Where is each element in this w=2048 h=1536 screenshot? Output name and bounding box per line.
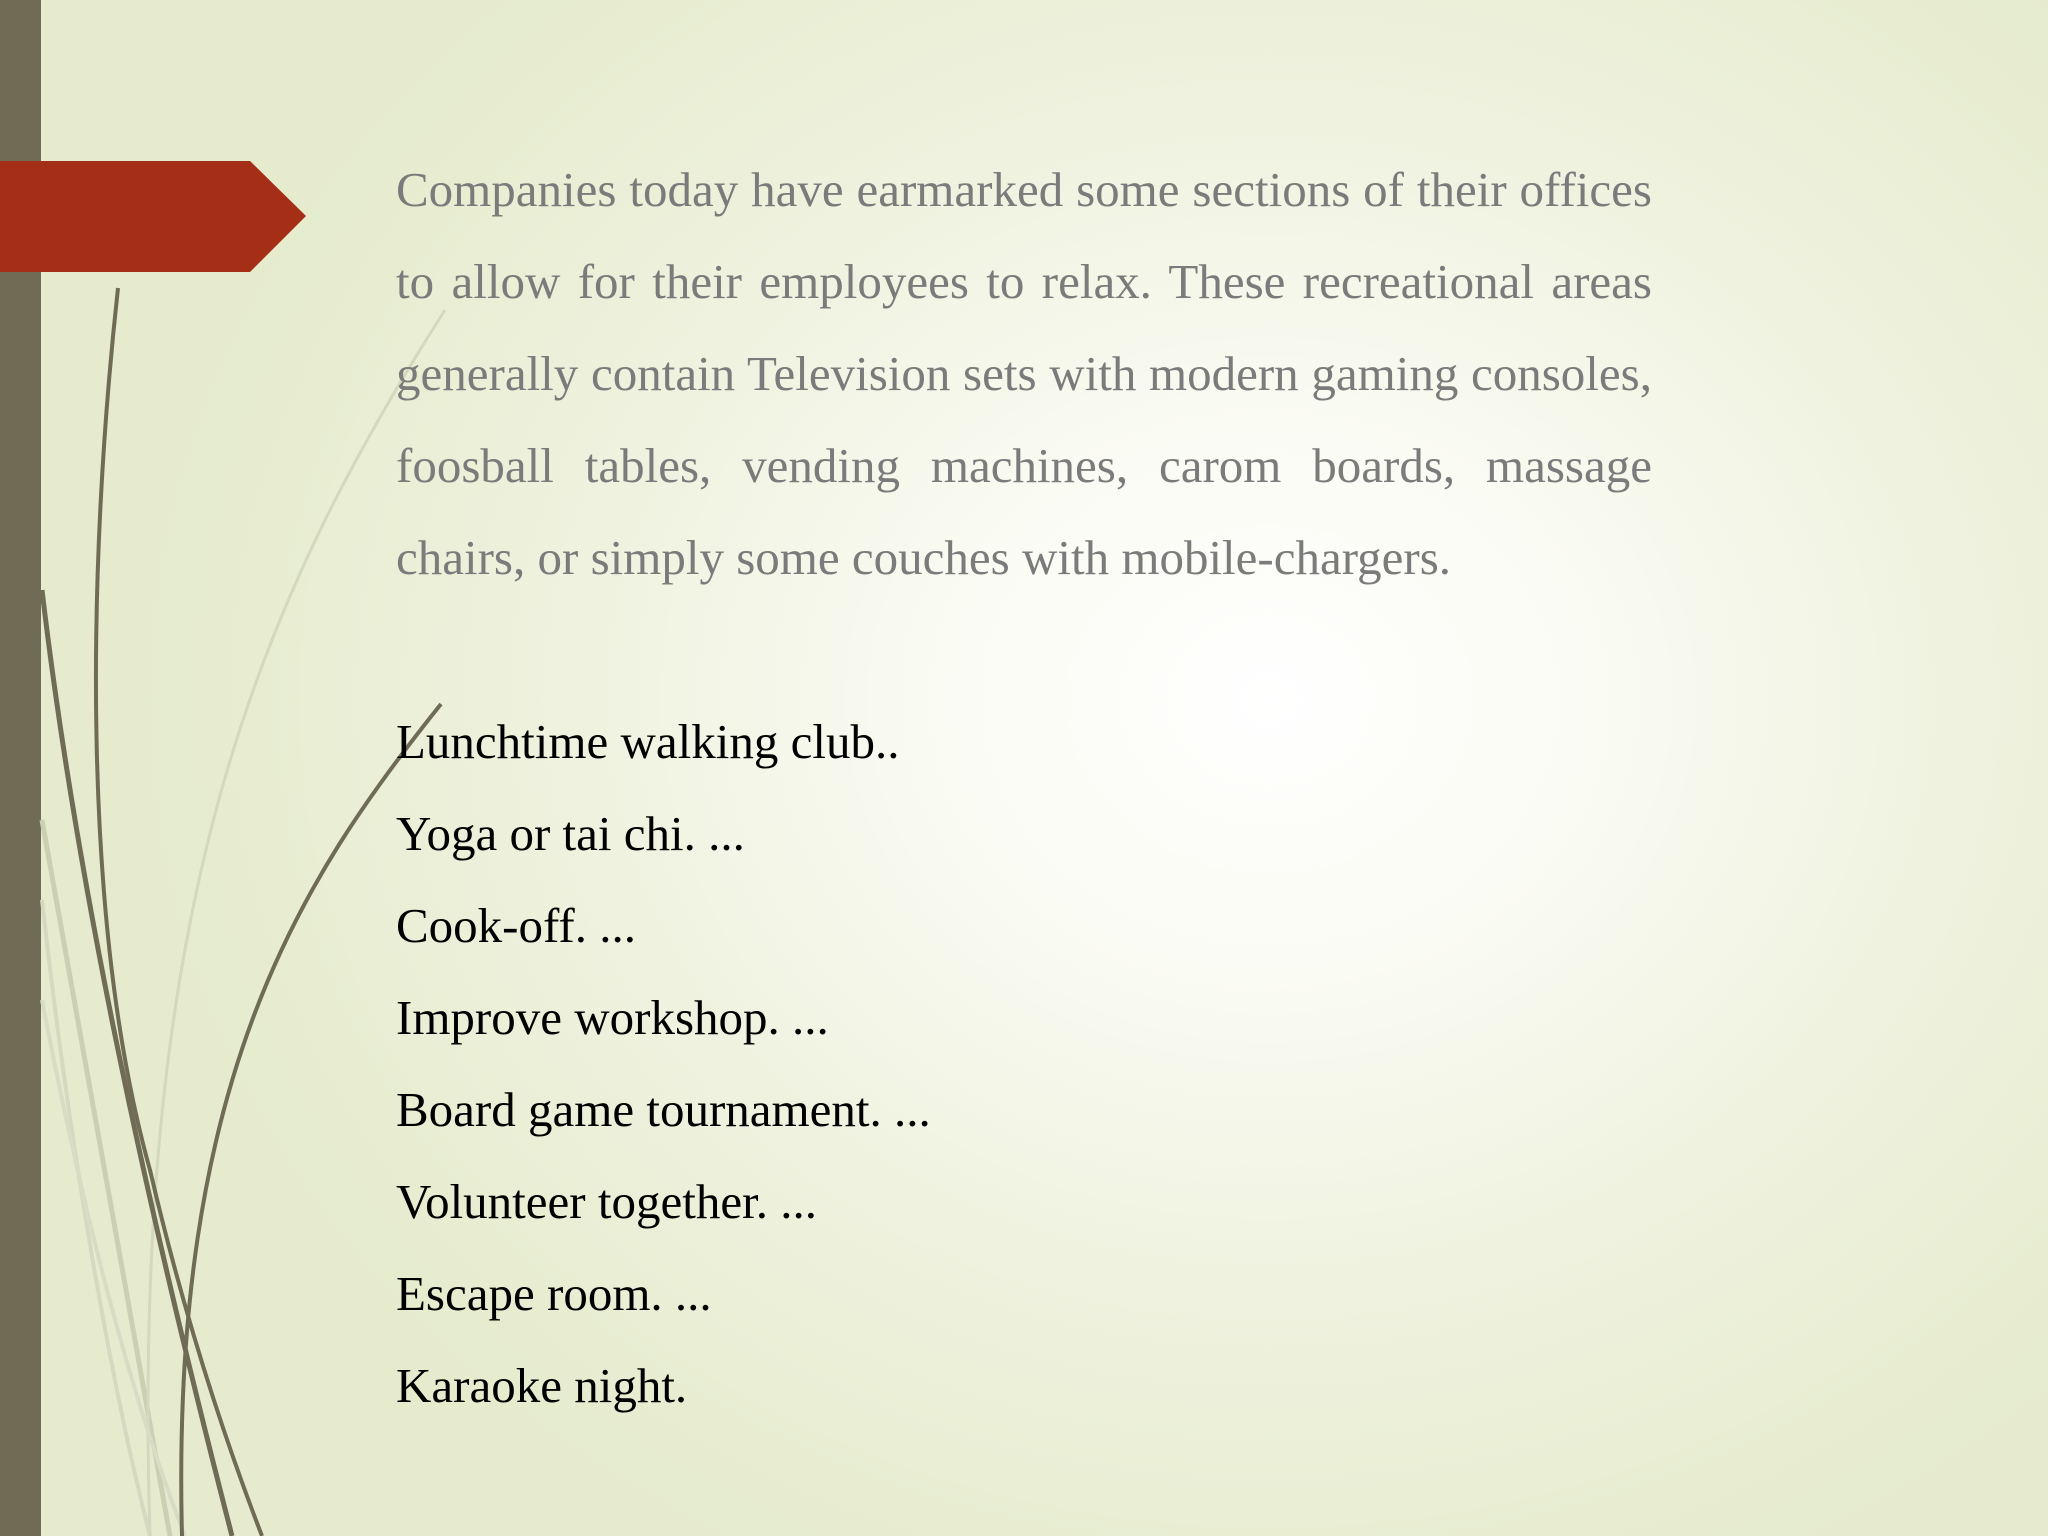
accent-arrow-shape — [0, 161, 306, 272]
activity-item: Yoga or tai chi. ... — [396, 806, 745, 861]
activity-item: Improve workshop. ... — [396, 990, 829, 1045]
activity-item: Lunchtime walking club.. — [396, 714, 900, 769]
slide-body — [396, 144, 1652, 1432]
activity-item: Volunteer together. ... — [396, 1174, 817, 1229]
activity-item: Escape room. ... — [396, 1266, 712, 1321]
intro-paragraph: Companies today have earmarked some sections of their offices to allow for their employees to relax. These recreational areas generally contain Television sets with modern gaming consoles, foosball tables, vending machines, carom boards, massage chairs, or simply some couches with mobile-chargers. — [396, 162, 1652, 585]
activity-item: Board game tournament. ... — [396, 1082, 931, 1137]
activity-list — [396, 696, 1652, 1432]
paragraph-spacer — [396, 604, 1652, 696]
activity-item: Karaoke night. — [396, 1358, 688, 1413]
activity-item: Cook-off. ... — [396, 898, 636, 953]
